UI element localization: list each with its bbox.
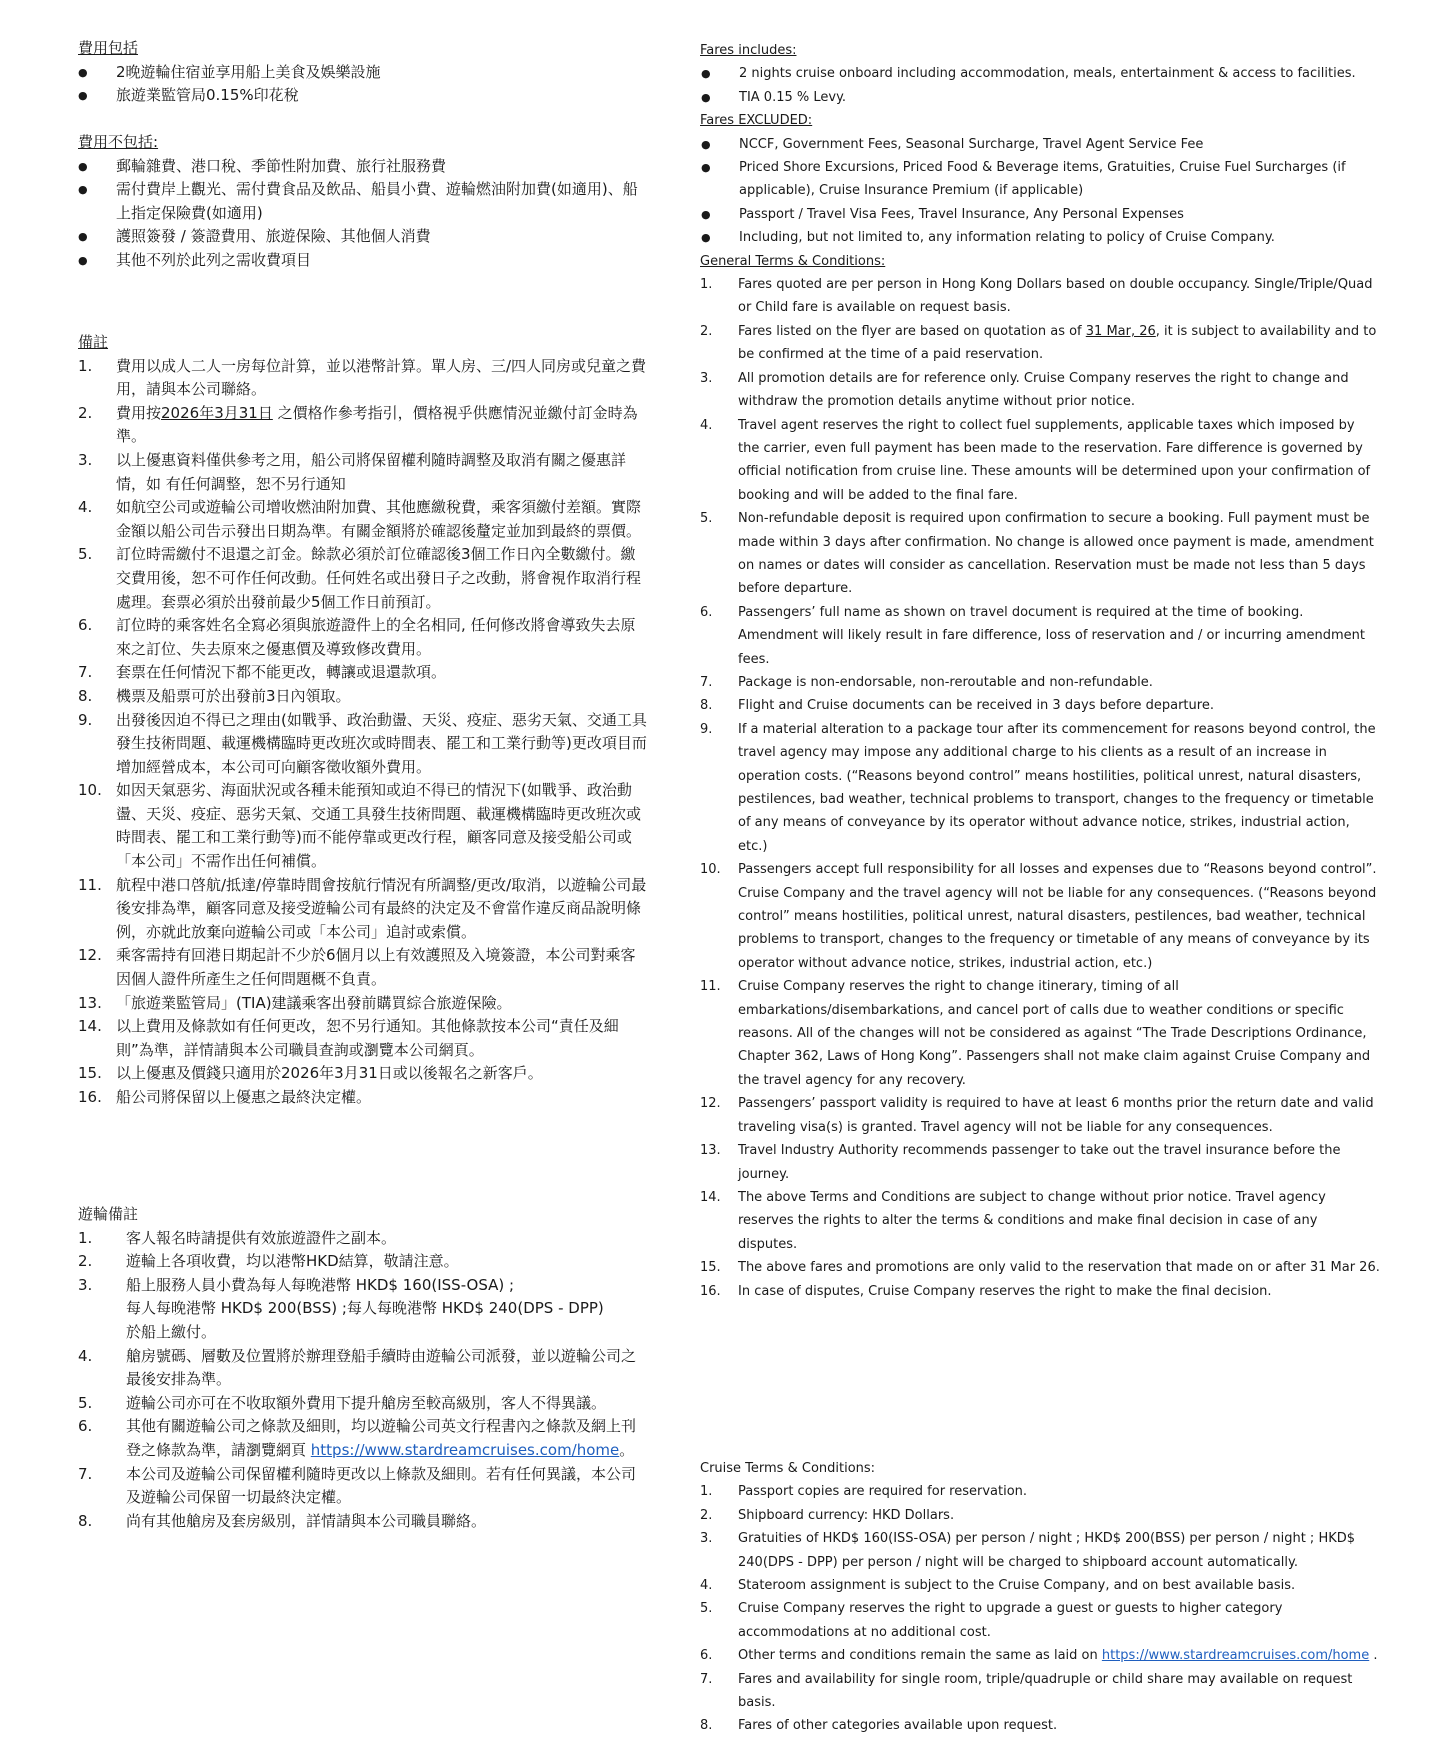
list-item: ● NCCF, Government Fees, Seasonal Surcharge, Travel Agent Service Fee — [700, 133, 1380, 156]
list-item: ● 護照簽發 / 簽證費用、旅遊保險、其他個人消費 — [78, 225, 648, 249]
zh-remarks-heading: 備註 — [78, 333, 109, 351]
reference-date: 31 Mar, 26 — [1085, 323, 1156, 339]
list-item: 2. Shipboard currency: HKD Dollars. — [700, 1507, 955, 1523]
bullet-icon: ● — [78, 253, 88, 267]
list-item: 4. 如航空公司或遊輪公司增收燃油附加費、其他應繳稅費，乘客須繳付差額。實際金額以船公司告示發出日期為準。有關金額將於確認後釐定並加到最終的票價。 — [78, 498, 642, 540]
bullet-icon: ● — [701, 231, 711, 245]
list-item: 8. 機票及船票可於出發前3日內領取。 — [78, 686, 351, 705]
bullet-icon: ● — [78, 89, 88, 103]
list-item: 10. Passengers accept full responsibility for all losses and expenses due to “Reasons beyond control”. Cruise Company and the travel agency will not be liable for any consequences. (“Reasons beyond control” means hostilities, political unrest, natural disasters, pestilences, bad weather, technical problems to transport, changes to the frequency or timetable of any means of conveyance by its operator without advance notice, strikes, industrial action, etc.) — [700, 862, 1377, 971]
list-item: 1. Fares quoted are per person in Hong Kong Dollars based on double occupancy. Single/Triple/Quad or Child fare is available on request basis. — [700, 277, 1373, 316]
list-item: ● 其他不列於此列之需收費項目 — [78, 249, 648, 273]
zh-fares-include-heading: 費用包括 — [78, 39, 139, 57]
list-item: 8. 尚有其他艙房及套房級別，詳情請與本公司職員聯絡。 — [78, 1511, 487, 1530]
list-item: 1. 客人報名時請提供有效旅遊證件之副本。 — [78, 1228, 397, 1247]
list-item: 11. 航程中港口啓航/抵達/停靠時間會按航行情況有所調整/更改/取消，以遊輪公司最後安排為準，顧客同意及接受遊輪公司有最終的決定及不會當作違反商品說明條例，亦就此放棄向遊輪公司或「本公司」追討或索償。 — [78, 875, 647, 941]
list-item: 2. Fares listed on the flyer are based on quotation as of 31 Mar, 26, it is subject to availability and to be confirmed at the time of a paid reservation. — [700, 323, 1377, 363]
list-item: 4. 艙房號碼、層數及位置將於辦理登船手續時由遊輪公司派發，並以遊輪公司之最後安排為準。 — [78, 1346, 637, 1389]
list-item: 13. 「旅遊業監管局」(TIA)建議乘客出發前購買綜合旅遊保險。 — [78, 993, 512, 1012]
list-item: 15. The above fares and promotions are only valid to the reservation that made on or after 31 Mar 26. — [700, 1260, 1380, 1276]
list-item: 6. 其他有關遊輪公司之條款及細則，均以遊輪公司英文行程書內之條款及網上刊登之條款為準，請瀏覽網頁 https://www.stardreamcruises.com/home。 — [78, 1417, 637, 1459]
list-item: 2. 費用按2026年3月31日 之價格作參考指引，價格視乎供應情況並繳付訂金時為準。 — [78, 403, 638, 446]
list-item: 9. If a material alteration to a package tour after its commencement for reasons beyond control, the travel agency may impose any additional charge to his clients as a result of an increase in operation costs. (“Reasons beyond control” means hostilities, political unrest, natural disasters, pestilences, bad weather, technical problems to transport, changes to the frequency or timetable of any means of conveyance by its operator without advance notice, strikes, industrial action, etc.) — [700, 721, 1376, 854]
cruise-website-link[interactable]: https://www.stardreamcruises.com/home — [1101, 1648, 1370, 1664]
list-item: 6. 訂位時的乘客姓名全寫必須與旅遊證件上的全名相同, 任何修改將會導致失去原來之訂位、失去原來之優惠價及導致修改費用。 — [78, 616, 636, 658]
list-item: 7. 套票在任何情況下都不能更改，轉讓或退還款項。 — [78, 663, 447, 682]
list-item: 5. 訂位時需繳付不退還之訂金。餘款必須於訂位確認後3個工作日內全數繳付。繳交費用後，恕不可作任何改動。任何姓名或出發日子之改動，將會視作取消行程處理。套票必須於出發前最少5個工作日前預訂。 — [78, 545, 642, 611]
zh-cruise-remarks-heading: 遊輪備註 — [78, 1205, 139, 1223]
list-item: 10. 如因天氣惡劣、海面狀況或各種未能預知或迫不得已的情況下(如戰爭、政治動盪、天災、疫症、惡劣天氣、交通工具發生技術問題、載運機構臨時更改班次或時間表、罷工和工業行動等)而不能停靠或更改行程，顧客同意及接受船公司或「本公司」不需作出任何補償。 — [78, 781, 642, 871]
zh-remarks — [78, 331, 648, 1110]
en-fares-include — [700, 39, 1380, 1303]
list-item: 3. 以上優惠資料僅供參考之用，船公司將保留權利隨時調整及取消有關之優惠詳情，如 有任何調整，恕不另行通知 — [78, 450, 627, 493]
list-item: 5. Non-refundable deposit is required upon confirmation to secure a booking. Full payment must be made within 3 days after confirmation. No change is allowed once payment is made, amendment on names or dates will consider as cancellation. Reservation must be made not less than 5 days before departure. — [700, 511, 1374, 597]
reference-date: 2026年3月31日 — [161, 403, 273, 422]
en-general-terms-heading: General Terms & Conditions: — [700, 253, 886, 269]
zh-fares-excluded-heading: 費用不包括: — [78, 133, 159, 151]
bullet-icon: ● — [701, 67, 711, 81]
list-item: 4. Stateroom assignment is subject to the Cruise Company, and on best available basis. — [700, 1578, 1296, 1594]
en-cruise-terms-heading: Cruise Terms & Conditions: — [700, 1461, 876, 1476]
list-item: 14. The above Terms and Conditions are subject to change without prior notice. Travel agency reserves the rights to alter the terms & conditions and make final decision in case of any disputes. — [700, 1189, 1326, 1252]
en-cruise-terms — [700, 1457, 1380, 1738]
list-item: 9. 出發後因迫不得已之理由(如戰爭、政治動盪、天災、疫症、惡劣天氣、交通工具發生技術問題、載運機構臨時更改班次或時間表、罷工和工業行動等)更改項目而增加經營成本，本公司可向顧客徵收額外費用。 — [78, 710, 647, 776]
bullet-icon: ● — [78, 230, 88, 244]
list-item: 13. Travel Industry Authority recommends passenger to take out the travel insurance before the journey. — [700, 1143, 1341, 1182]
bullet-icon: ● — [78, 65, 88, 79]
en-fares-excluded-heading: Fares EXCLUDED: — [700, 113, 813, 129]
list-item: ● Passport / Travel Visa Fees, Travel Insurance, Any Personal Expenses — [700, 203, 1380, 226]
list-item: 5. 遊輪公司亦可在不收取額外費用下提升艙房至較高級別，客人不得異議。 — [78, 1393, 607, 1412]
bullet-icon: ● — [701, 161, 711, 175]
list-item: 1. Passport copies are required for reservation. — [700, 1484, 1028, 1500]
list-item: 16. 船公司將保留以上優惠之最終決定權。 — [78, 1088, 372, 1106]
list-item: ● 旅遊業監管局0.15%印花稅 — [78, 84, 648, 108]
list-item: ● 郵輪雜費、港口稅、季節性附加費、旅行社服務費 — [78, 155, 648, 179]
list-item: ● 2晚遊輪住宿並享用船上美食及娛樂設施 — [78, 61, 648, 85]
bullet-icon: ● — [78, 183, 88, 197]
bullet-icon: ● — [78, 159, 88, 173]
list-item: ● Priced Shore Excursions, Priced Food & Beverage items, Gratuities, Cruise Fuel Surcharges (if applicable), Cruise Insurance Premium (if applicable) — [700, 156, 1380, 203]
zh-cruise-remarks — [78, 1203, 648, 1533]
list-item: 7. Fares and availability for single room, triple/quadruple or child share may available on request basis. — [700, 1671, 1353, 1711]
list-item: 4. Travel agent reserves the right to collect fuel supplements, applicable taxes which imposed by the carrier, even full payment has been made to the reservation. Fare difference is governed by official notification from cruise line. These amounts will be determined upon your confirmation of booking and will be added to the final fare. — [700, 417, 1371, 503]
list-item: ● Including, but not limited to, any information relating to policy of Cruise Company. — [700, 226, 1380, 249]
list-item: 2. 遊輪上各項收費，均以港幣HKD結算，敬請注意。 — [78, 1252, 459, 1271]
list-item: 6. Other terms and conditions remain the same as laid on https://www.stardreamcruises.com/home . — [700, 1648, 1378, 1664]
list-item: ● 需付費岸上觀光、需付費食品及飲品、船員小費、遊輪燃油附加費(如適用)、船上指定保險費(如適用) — [78, 180, 638, 222]
en-fares-include-heading: Fares includes: — [700, 43, 797, 58]
zh-fares-excluded — [78, 131, 648, 273]
zh-fares-include — [78, 37, 648, 108]
list-item: 8. Fares of other categories available upon request. — [700, 1718, 1058, 1734]
list-item: 14. 以上費用及條款如有任何更改，恕不另行通知。其他條款按本公司“責任及細則”為準，詳情請與本公司職員查詢或瀏覽本公司網頁。 — [78, 1017, 619, 1059]
list-item: 3. All promotion details are for reference only. Cruise Company reserves the right to change and withdraw the promotion details anytime without prior notice. — [700, 370, 1349, 410]
list-item: 15. 以上優惠及價錢只適用於2026年3月31日或以後報名之新客戶。 — [78, 1064, 543, 1083]
list-item: 16. In case of disputes, Cruise Company reserves the right to make the final decision. — [700, 1283, 1272, 1299]
bullet-icon: ● — [701, 207, 711, 221]
list-item: ● TIA 0.15 % Levy. — [700, 86, 1380, 109]
bullet-icon: ● — [701, 90, 711, 104]
list-item: 12. 乘客需持有回港日期起計不少於6個月以上有效護照及入境簽證，本公司對乘客因個人證件所產生之任何問題概不負責。 — [78, 946, 636, 989]
list-item: 1. 費用以成人二人一房每位計算，並以港幣計算。單人房、三/四人同房或兒童之費用，請與本公司聯絡。 — [78, 356, 647, 399]
list-item: 12. Passengers’ passport validity is required to have at least 6 months prior the return date and valid traveling visa(s) is granted. Travel agency will not be liable for any consequences. — [700, 1096, 1374, 1135]
list-item: 3. Gratuities of HKD$ 160(ISS-OSA) per person / night ; HKD$ 200(BSS) per person / night ; HKD$ 240(DPS - DPP) per person / night will be charged to shipboard account automatically. — [700, 1531, 1356, 1570]
list-item: 8. Flight and Cruise documents can be received in 3 days before departure. — [700, 698, 1214, 714]
list-item: ● 2 nights cruise onboard including accommodation, meals, entertainment & access to facilities. — [700, 62, 1380, 85]
bullet-icon: ● — [701, 137, 711, 151]
cruise-website-link[interactable]: https://www.stardreamcruises.com/home — [310, 1440, 620, 1459]
list-item: 11. Cruise Company reserves the right to change itinerary, timing of all embarkations/disembarkations, and cancel port of calls due to weather conditions or specific reasons. All of the changes will not be considered as against “The Trade Descriptions Ordinance, Chapter 362, Laws of Hong Kong”. Passengers shall not make claim against Cruise Company and the travel agency for any recovery. — [700, 979, 1371, 1088]
list-item: 7. Package is non-endorsable, non-reroutable and non-refundable. — [700, 674, 1153, 690]
list-item: 6. Passengers’ full name as shown on travel document is required at the time of booking. Amendment will likely result in fare difference, loss of reservation and / or incurring amendment fees. — [700, 604, 1366, 667]
list-item: 3. 船上服務人員小費為每人每晚港幣 HKD$ 160(ISS-OSA) ; 每人每晚港幣 HKD$ 200(BSS) ;每人每晚港幣 HKD$ 240(DPS - DPP) 於船上繳付。 — [78, 1275, 604, 1341]
list-item: 7. 本公司及遊輪公司保留權利隨時更改以上條款及細則。若有任何異議，本公司及遊輪公司保留一切最終決定權。 — [78, 1464, 637, 1507]
list-item: 5. Cruise Company reserves the right to upgrade a guest or guests to higher category accommodations at no additional cost. — [700, 1601, 1283, 1640]
